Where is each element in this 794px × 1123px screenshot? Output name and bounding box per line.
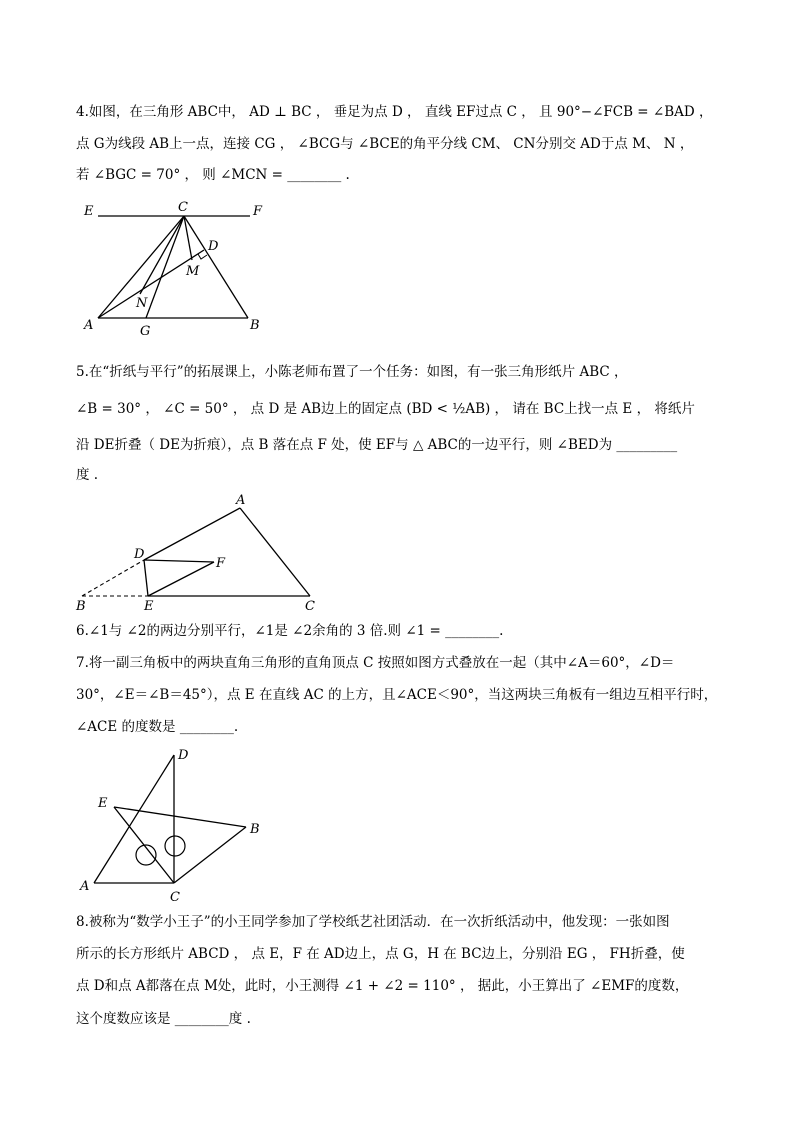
segment-fe (148, 562, 214, 596)
label-b: B (250, 822, 260, 837)
label-c: C (170, 890, 180, 905)
side-ca (240, 508, 310, 596)
side-bc (174, 827, 246, 883)
label-g: G (140, 324, 151, 338)
q8-text-line2: 所示的长方形纸片 ABCD ， 点 E，F 在 AD边上，点 G，H 在 BC边上，分别沿 EG ， FH折叠，使 (76, 946, 685, 962)
q5-text-line3: 沿 DE折叠（ DE为折痕），点 B 落在点 F 处，使 EF与 △ ABC的一边平行，则 ∠BED为 _________ (76, 437, 678, 453)
q8-text-line1: 8.被称为“数学小王子”的小王同学参加了学校纸艺社团活动．在一次折纸活动中，他发现：一张如图 (76, 914, 670, 930)
label-m: M (186, 264, 200, 279)
segment-cn (140, 216, 184, 294)
label-f: F (253, 204, 263, 219)
circle-right (165, 836, 185, 856)
q7-text-line3: ∠ACE 的度数是 ________. (76, 719, 239, 735)
label-e: E (98, 796, 108, 811)
label-b: B (250, 318, 260, 333)
side-ad (144, 508, 240, 560)
q7-text-line1: 7.将一副三角板中的两块直角三角形的直角顶点 C 按照如图方式叠放在一起（其中∠A＝60°，∠D＝ (76, 655, 675, 671)
label-d: D (178, 748, 189, 763)
label-e: E (84, 204, 94, 219)
dashed-bd (82, 560, 144, 596)
q5-text-line4: 度 . (76, 467, 99, 483)
label-a: A (236, 493, 246, 508)
q7-figure (74, 745, 274, 905)
side-eb (114, 807, 246, 827)
q4-text-line3: 若 ∠BGC = 70° ， 则 ∠MCN = ________ . (76, 167, 350, 183)
label-f: F (216, 556, 226, 571)
label-a: A (84, 318, 94, 333)
label-e: E (144, 599, 154, 614)
side-da (94, 755, 174, 883)
q5-figure (72, 490, 332, 615)
q4-text-line2: 点 G为线段 AB上一点，连接 CG ， ∠BCG与 ∠BCE的角平分线 CM、 CN分别交 AD于点 M、 N ， (76, 136, 694, 152)
label-c: C (305, 599, 315, 614)
q4-text-line1: 4.如图，在三角形 ABC中， AD ⊥ BC ， 垂足为点 D ， 直线 EF过点 C ， 且 90°−∠FCB = ∠BAD ， (76, 104, 713, 120)
q8-text-line4: 这个度数应该是 ________度 . (76, 1011, 251, 1027)
q5-text-line2: ∠B = 30° ， ∠C = 50° ， 点 D 是 AB边上的固定点 (BD < ½AB) ， 请在 BC上找一点 E ， 将纸片 (76, 401, 695, 417)
right-angle-mark (198, 254, 207, 259)
fold-de (144, 560, 148, 596)
label-b: B (76, 599, 86, 614)
label-d: D (208, 239, 219, 254)
label-c: C (178, 200, 188, 215)
q8-text-line3: 点 D和点 A都落在点 M处，此时，小王测得 ∠1 + ∠2 = 110° ， 据此，小王算出了 ∠EMF的度数， (76, 978, 689, 994)
segment-df (144, 560, 214, 562)
q7-text-line2: 30°，∠E＝∠B＝45°），点 E 在直线 AC 的上方，且∠ACE＜90°，当这两块三角板有一组边互相平行时， (76, 687, 718, 703)
label-d: D (134, 547, 145, 562)
q6-text-line1: 6.∠1与 ∠2的两边分别平行，∠1是 ∠2余角的 3 倍.则 ∠1 = ________. (76, 623, 504, 639)
segment-ad (98, 250, 204, 318)
label-a: A (80, 879, 90, 894)
label-n: N (136, 296, 148, 311)
q4-figure (80, 198, 280, 338)
q5-text-line1: 5.在“折纸与平行”的拓展课上，小陈老师布置了一个任务：如图，有一张三角形纸片 ABC ， (76, 364, 628, 380)
